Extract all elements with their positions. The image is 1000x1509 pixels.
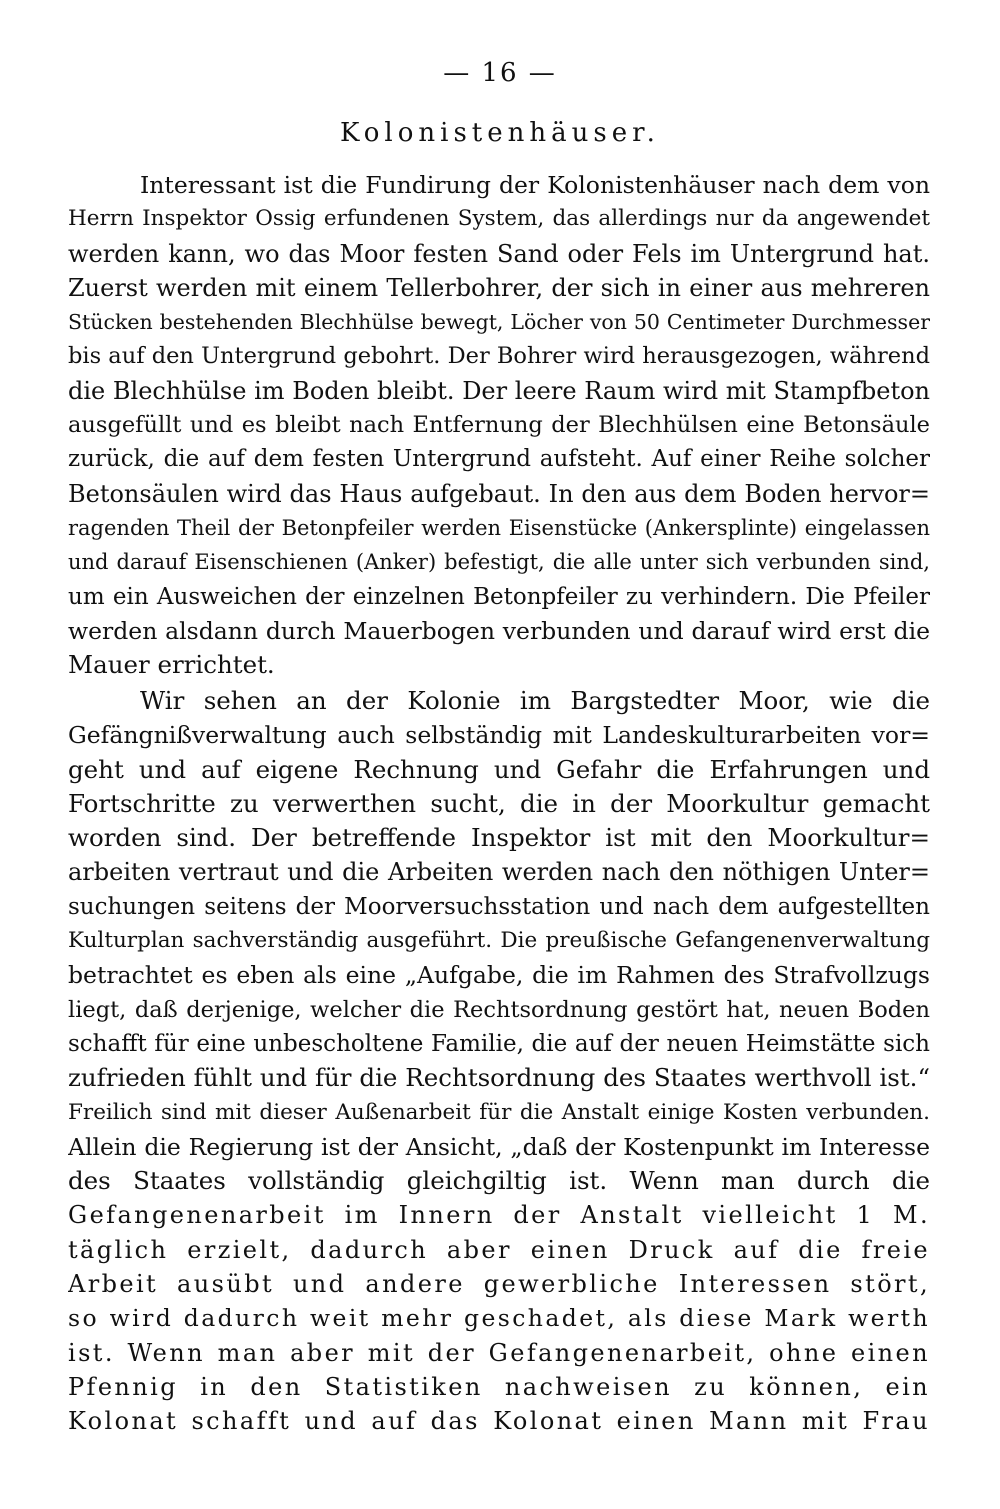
text-line: Arbeit ausübt und andere gewerbliche Interessen stört,	[68, 1270, 930, 1299]
text-line: Wir sehen an der Kolonie im Bargstedter Moor, wie die	[140, 686, 930, 715]
text-line: Kulturplan sachverständig ausgeführt. Die preußische Gefangenenverwaltung	[68, 928, 930, 954]
text-line: Betonsäulen wird das Haus aufgebaut. In den aus dem Boden hervor=	[68, 479, 930, 508]
text-line: täglich erzielt, dadurch aber einen Druck auf die freie	[68, 1235, 930, 1264]
paragraph-1	[68, 168, 930, 682]
text-line: Interessant ist die Fundirung der Kolonistenhäuser nach dem von	[140, 171, 930, 199]
text-line: Zuerst werden mit einem Tellerbohrer, der sich in einer aus mehreren	[68, 273, 930, 302]
text-line: Mauer errichtet.	[68, 650, 275, 680]
text-line: Freilich sind mit dieser Außenarbeit für die Anstalt einige Kosten verbunden.	[68, 1099, 930, 1125]
text-line: betrachtet es eben als eine „Aufgabe, die im Rahmen des Strafvollzugs	[68, 961, 930, 990]
text-line: Stücken bestehenden Blechhülse bewegt, Löcher von 50 Centimeter Durchmesser	[68, 310, 930, 335]
paragraph-2	[68, 684, 930, 1439]
text-line: liegt, daß derjenige, welcher die Rechtsordnung gestört hat, neuen Boden	[68, 996, 930, 1023]
text-line: werden kann, wo das Moor festen Sand oder Fels im Untergrund hat.	[68, 239, 930, 268]
text-line: Fortschritte zu verwerthen sucht, die in der Moorkultur gemacht	[68, 788, 930, 818]
text-line: bis auf den Untergrund gebohrt. Der Bohrer wird herausgezogen, während	[68, 343, 930, 370]
text-line: werden alsdann durch Mauerbogen verbunden und darauf wird erst die	[68, 616, 930, 645]
text-line: die Blechhülse im Boden bleibt. Der leere Raum wird mit Stampfbeton	[68, 376, 930, 405]
page-number: — 16 —	[443, 58, 557, 88]
text-line: worden sind. Der betreffende Inspektor ist mit den Moorkultur=	[68, 823, 930, 853]
text-line: Gefängnißverwaltung auch selbständig mit Landeskulturarbeiten vor=	[68, 721, 930, 750]
text-line: geht und auf eigene Rechnung und Gefahr die Erfahrungen und	[68, 754, 930, 784]
text-line: Gefangenenarbeit im Innern der Anstalt vielleicht 1 M.	[68, 1201, 930, 1230]
text-line: ist. Wenn man aber mit der Gefangenenarbeit, ohne einen	[68, 1338, 930, 1367]
text-line: zufrieden fühlt und für die Rechtsordnung des Staates werthvoll ist.“	[68, 1063, 930, 1093]
text-line: ragenden Theil der Betonpfeiler werden Eisenstücke (Ankersplinte) eingelassen	[68, 515, 930, 540]
text-line: Pfennig in den Statistiken nachweisen zu können, ein	[68, 1372, 930, 1401]
text-line: arbeiten vertraut und die Arbeiten werden nach den nöthigen Unter=	[68, 858, 930, 887]
text-line: ausgefüllt und es bleibt nach Entfernung der Blechhülsen eine Betonsäule	[68, 412, 930, 439]
text-line: suchungen seitens der Moorversuchsstation und nach dem aufgestellten	[68, 893, 930, 920]
text-line: so wird dadurch weit mehr geschadet, als diese Mark werth	[68, 1304, 930, 1333]
text-line: Herrn Inspektor Ossig erfundenen System, das allerdings nur da angewendet	[68, 206, 930, 232]
text-line: um ein Ausweichen der einzelnen Betonpfeiler zu verhindern. Die Pfeiler	[68, 583, 930, 610]
text-line: und darauf Eisenschienen (Anker) befestigt, die alle unter sich verbunden sind,	[68, 550, 930, 575]
text-line: zurück, die auf dem festen Untergrund aufsteht. Auf einer Reihe solcher	[68, 446, 930, 473]
text-line: Kolonat schafft und auf das Kolonat einen Mann mit Frau	[68, 1407, 930, 1436]
text-line: schafft für eine unbescholtene Familie, die auf der neuen Heimstätte sich	[68, 1030, 930, 1057]
text-line: Allein die Regierung ist der Ansicht, „daß der Kostenpunkt im Interesse	[68, 1132, 930, 1161]
section-title: Kolonistenhäuser.	[340, 118, 660, 148]
text-line: des Staates vollständig gleichgiltig ist. Wenn man durch die	[68, 1166, 930, 1196]
